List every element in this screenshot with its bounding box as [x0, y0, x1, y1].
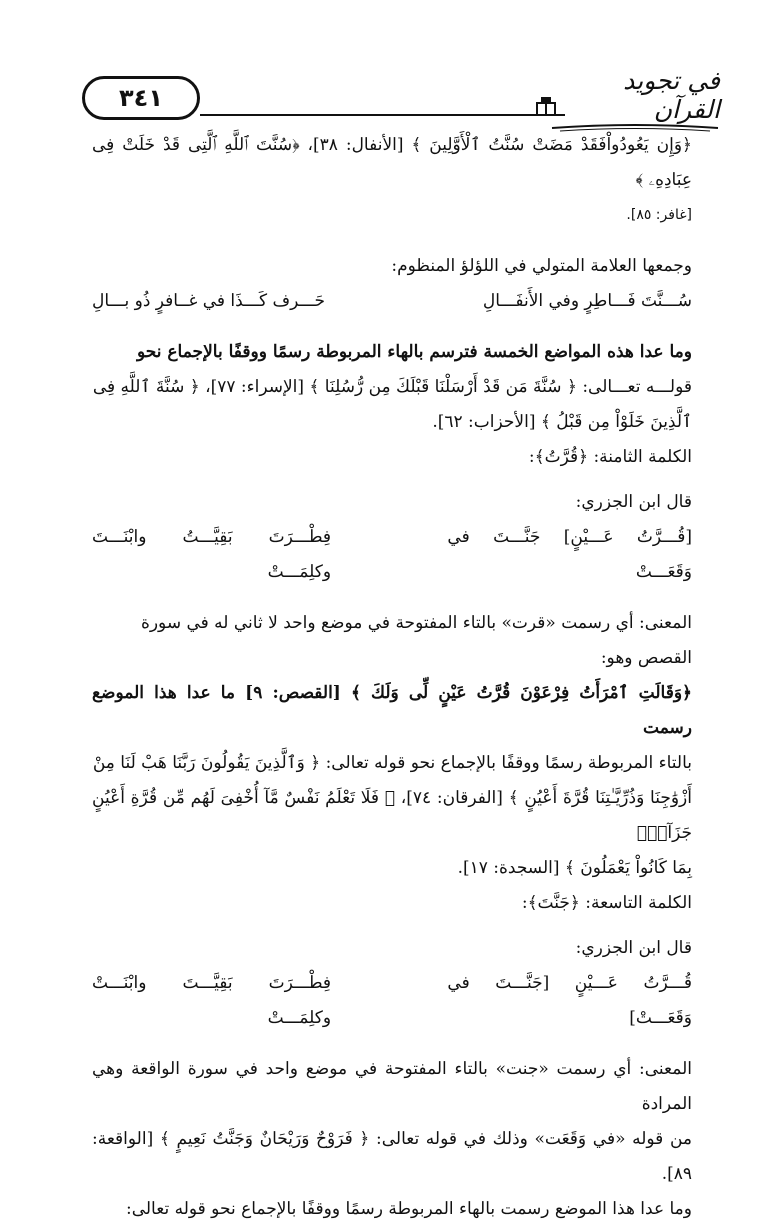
section-heading: الكلمة الثامنة: ﴿قُرَّتُ﴾:: [528, 447, 692, 467]
header-rule: [200, 114, 565, 116]
text-line: ﴿وَقَالَتِ ٱمْرَأَتُ فِرْعَوْنَ قُرَّتُ عَيْنٍ لِّى وَلَكَ ﴾ [القصص: ٩] ما عدا هذا الموضع رسمت: [92, 683, 692, 738]
page-body: [92, 128, 692, 1227]
text-line: من قوله «في وَقَعَت» وذلك في قوله تعالى: ﴿ فَرَوْحٌ وَرَيْحَانٌ وَجَنَّتُ نَعِيمٍ ﴾ [الواقعة: ٨٩].: [92, 1129, 692, 1184]
book-icon: [534, 94, 558, 118]
text-line: [غافر: ٨٥].: [626, 207, 692, 223]
hemistich-left: فِطْـــرَتَ بَقِيَّـــتَ وابْنَـــتْ وكلِمَـــتْ: [92, 973, 332, 1028]
section-heading: الكلمة التاسعة: ﴿جَنَّتَ﴾:: [521, 893, 692, 913]
text-line: قولـــه تعـــالى: ﴿ سُنَّةَ مَن قَدْ أَرْسَلْنَا قَبْلَكَ مِن رُّسُلِنَا ﴾ [الإسراء: ٧٧]، ﴿ سُنَّةَ ٱللَّهِ فِى: [92, 377, 692, 397]
text-line: وما عدا هذا الموضع رسمت بالهاء المربوطة رسمًا ووقفًا بالإجماع نحو قوله تعالى:: [125, 1199, 692, 1219]
hemistich-right: قُـــرَّتُ عَـــيْنٍ [جَنَّـــتَ في وَقَعَـــتْ]: [447, 973, 692, 1028]
text-line: أَزْوَٰجِنَا وَذُرِّيَّـٰتِنَا قُرَّةَ أَعْيُنٍ ﴾ [الفرقان: ٧٤]، ﴿ فَلَا تَعْلَمُ نَفْسٌ مَّآ أُخْفِىَ لَهُم مِّن قُرَّةِ أَعْيُنٍ جَزَآءًۢ: [92, 788, 692, 843]
hemistich-right: سُـــنَّتَ فَـــاطِرٍ وفي الأَنفَـــالِ: [482, 291, 692, 311]
text-line: قال ابن الجزري:: [575, 492, 692, 512]
poem-verse: [92, 520, 692, 590]
page-header: [60, 48, 720, 138]
hemistich-right: [قُـــرَّتُ عَـــيْنٍ] جَنَّـــتَ في وَقَعَـــتْ: [447, 527, 692, 582]
text-line: ٱلَّذِينَ خَلَوْاْ مِن قَبْلُ ﴾ [الأحزاب: ٦٢].: [432, 412, 692, 432]
hemistich-left: حَـــرف كَـــذَا في غــافرٍ ذُو بـــالِ: [92, 291, 325, 311]
text-line: بِمَا كَانُواْ يَعْمَلُونَ ﴾ [السجدة: ١٧].: [457, 858, 692, 878]
page-number: ٣٤١: [82, 76, 200, 120]
poem-verse: [92, 966, 692, 1036]
text-line: وما عدا هذه المواضع الخمسة فترسم بالهاء المربوطة رسمًا ووقفًا بالإجماع نحو: [137, 342, 692, 362]
text-line: وجمعها العلامة المتولي في اللؤلؤ المنظوم:: [391, 256, 692, 276]
text-line: بالتاء المربوطة رسمًا ووقفًا بالإجماع نحو قوله تعالى: ﴿ وَٱلَّذِينَ يَقُولُونَ رَبَّنَا هَبْ لَنَا مِنْ: [92, 753, 692, 773]
text-line: القصص وهو:: [600, 648, 692, 668]
text-line: المعنى: أي رسمت «قرت» بالتاء المفتوحة في موضع واحد لا ثاني له في سورة: [140, 613, 692, 633]
text-line: ﴿وَإِن يَعُودُواْفَقَدْ مَضَتْ سُنَّتُ ٱلْأَوَّلِينَ ﴾ [الأنفال: ٣٨]، ﴿سُنَّتَ ٱللَّهِ ٱلَّتِى قَدْ خَلَتْ فِى عِبَادِهِۦ ﴾: [92, 135, 692, 190]
text-line: المعنى: أي رسمت «جنت» بالتاء المفتوحة في موضع واحد في سورة الواقعة وهي المرادة: [92, 1059, 692, 1114]
hemistich-left: فِطْـــرَتَ بَقِيَّـــتُ وابْنَـــتَ وكلِمَـــتْ: [92, 527, 332, 582]
text-line: قال ابن الجزري:: [575, 938, 692, 958]
book-title: في تجويد القرآن: [623, 66, 720, 124]
poem-verse: [92, 284, 692, 319]
